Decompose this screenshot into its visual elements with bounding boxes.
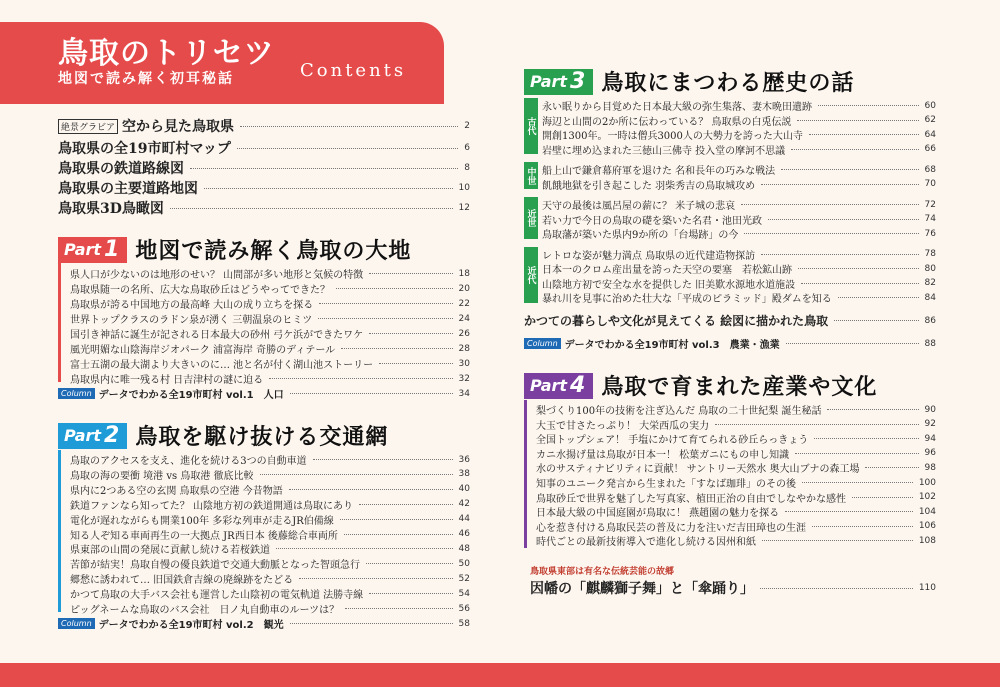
toc-entry[interactable]: 水のサスティナビリティに貢献！ サントリー天然水 奥大山ブナの森工場 98 [536, 462, 936, 476]
toc-entry[interactable]: 県東部の山間の発展に貢献し続ける若桜鉄道 48 [70, 543, 470, 557]
toc-entry[interactable]: 鳥取県の鉄道路線図 8 [58, 161, 470, 177]
toc-entry[interactable]: 鳥取県内に唯一残る村 日吉津村の謎に迫る 32 [70, 373, 470, 386]
toc-entry[interactable]: 鳥取藩が築いた県内9か所の「台場跡」の今 76 [542, 228, 936, 241]
part1-column-entry[interactable]: Column データでわかる全19市町村 vol.1 人口 34 [58, 386, 470, 401]
toc-entry[interactable]: 時代ごとの最新技術導入で進化し続ける因州和紙 108 [536, 535, 936, 549]
toc-entry[interactable]: 県内に2つある空の玄関 鳥取県の空港 今昔物語 40 [70, 484, 470, 497]
part3-title: 鳥取にまつわる歴史の話 [601, 70, 855, 96]
part1-title: 地図で読み解く鳥取の大地 [135, 238, 412, 264]
era-label: 近代 [524, 247, 538, 303]
part3-badge: Part 3 [524, 69, 593, 95]
toc-entry[interactable]: 船上山で鎌倉幕府軍を退けた 名和長年の巧みな戦法 68 [542, 164, 936, 177]
special-label: 鳥取県東部は有名な伝統芸能の故郷 [530, 567, 675, 577]
toc-entry[interactable]: 鳥取の海の要衝 境港 vs 鳥取港 徹底比較 38 [70, 469, 470, 482]
part2-title: 鳥取を駆け抜ける交通網 [135, 424, 389, 450]
part4-badge: Part 4 [524, 373, 593, 399]
part4-title: 鳥取で育まれた産業や文化 [601, 374, 878, 400]
toc-entry[interactable]: 海辺と山間の2か所に伝わっている？ 鳥取県の白兎伝説 62 [542, 115, 936, 128]
toc-entry[interactable]: 国引き神話に誕生が記される日本最大の砂州 弓ケ浜ができたワケ 26 [70, 328, 470, 341]
toc-entry[interactable]: 電化が遅れながらも開業100年 多彩な列車が走るJR伯備線 44 [70, 514, 470, 527]
toc-entry[interactable]: 岩壁に埋め込まれた三徳山三佛寺 投入堂の摩訶不思議 66 [542, 144, 936, 157]
part4-header [524, 370, 877, 401]
toc-entry[interactable]: 知る人ぞ知る車両再生の一大拠点 JR西日本 後藤総合車両所 46 [70, 529, 470, 542]
special-entry[interactable]: 因幡の「麒麟獅子舞」と「傘踊り」 110 [530, 581, 936, 597]
era-label: 近世 [524, 197, 538, 239]
toc-entry[interactable]: 風光明媚な山陰海岸ジオパーク 浦富海岸 奇勝のディテール 28 [70, 343, 470, 356]
toc-entry[interactable]: 開創1300年。一時は僧兵3000人の大勢力を誇った大山寺 64 [542, 129, 936, 142]
toc-entry[interactable]: 知事のユニーク発言から生まれた「すなば珈琲」のその後 100 [536, 477, 936, 490]
part1-badge: Part 1 [58, 237, 127, 263]
toc-entry[interactable]: 鳥取砂丘で世界を魅了した写真家、植田正治の自由でしなやかな感性 102 [536, 492, 936, 505]
toc-entry[interactable]: 鳥取県の主要道路地図 10 [58, 181, 470, 197]
toc-entry[interactable]: 大玉で甘さたっぷり！ 大栄西瓜の実力 92 [536, 419, 936, 432]
toc-entry[interactable]: 苦節が結実！鳥取自慢の優良鉄道で交通大動脈となった智頭急行 50 [70, 558, 470, 572]
toc-entry[interactable]: 若い力で今日の鳥取の礎を築いた名君・池田光政 74 [542, 214, 936, 227]
part2-badge: Part 2 [58, 423, 127, 449]
toc-entry[interactable]: 心を惹き付ける鳥取民芸の普及に力を注いだ吉田璋也の生涯 106 [536, 521, 936, 534]
toc-entry[interactable]: 県人口が少ないのは地形のせい？ 山間部が多い地形と気候の特徴 18 [70, 268, 470, 281]
era-label: 古代 [524, 98, 538, 154]
toc-entry[interactable]: 鉄道ファンなら知ってた？ 山陰地方初の鉄道開通は鳥取にあり 42 [70, 499, 470, 512]
toc-entry[interactable]: レトロな姿が魅力満点 鳥取県の近代建造物探訪 78 [542, 249, 936, 262]
toc-entry[interactable]: 梨づくり100年の技術を注ぎ込んだ 鳥取の二十世紀梨 誕生秘話 90 [536, 404, 936, 417]
part1-rule [58, 262, 61, 382]
toc-entry[interactable]: ピッグネームな鳥取のバス会社 日ノ丸自動車のルーツは？ 56 [70, 603, 470, 616]
toc-entry[interactable]: 暴れ川を見事に治めた壮大な「平成のピラミッド」殿ダムを知る 84 [542, 292, 936, 305]
part1-header [58, 234, 411, 265]
part2-column-entry[interactable]: Column データでわかる全19市町村 vol.2 観光 58 [58, 616, 470, 631]
part2-header [58, 420, 388, 451]
toc-entry[interactable]: カニ水揚げ量は鳥取が日本一！ 松葉ガニにもの申し知識 96 [536, 448, 936, 461]
toc-entry[interactable]: 鳥取県3D鳥瞰図 12 [58, 201, 470, 217]
bottom-band [0, 663, 1000, 687]
page-subtitle: 地図で読み解く初耳秘話 [58, 71, 234, 87]
toc-entry[interactable]: 鳥取のアクセスを支え、進化を続ける3つの自動車道 36 [70, 454, 470, 467]
part3-column-entry[interactable]: Column データでわかる全19市町村 vol.3 農業・漁業 88 [524, 336, 936, 351]
gravure-tag: 絶景グラビア [58, 119, 118, 134]
toc-entry[interactable]: 富士五湖の最大湖より大きいのに… 池と名が付く湖山池ストーリー 30 [70, 358, 470, 371]
toc-entry[interactable]: 天守の最後は風呂屋の薪に？ 米子城の悲哀 72 [542, 199, 936, 212]
toc-entry[interactable]: 全国トップシェア！ 手塩にかけて育てられる砂丘らっきょう 94 [536, 433, 936, 447]
toc-entry[interactable]: 日本一のクロム産出量を誇った天空の要塞 若松鉱山跡 80 [542, 263, 936, 276]
toc-entry[interactable]: 鳥取県が誇る中国地方の最高峰 大山の成り立ちを探る 22 [70, 298, 470, 311]
toc-entry[interactable]: かつて鳥取の大手バス会社も運営した山陰初の電気軌道 法勝寺線 54 [70, 588, 470, 602]
part3-header [524, 66, 854, 97]
part4-rule [524, 400, 527, 548]
toc-entry[interactable]: 鳥取県随一の名所、広大な鳥取砂丘はどうやってできた？ 20 [70, 283, 470, 296]
toc-entry[interactable]: 世界トップクラスのラドン泉が湧く 三朝温泉のヒミツ 24 [70, 313, 470, 326]
toc-entry[interactable]: 絶景グラビア 空から見た鳥取県 2 [58, 116, 470, 136]
toc-entry[interactable]: 郷愁に誘われて… 旧国鉄倉吉線の廃線跡をたどる 52 [70, 573, 470, 587]
toc-entry[interactable]: 日本最大級の中国庭園が鳥取に！ 燕趙園の魅力を探る 104 [536, 506, 936, 520]
toc-entry[interactable]: 飢餓地獄を引き起こした 羽柴秀吉の鳥取城攻め 70 [542, 179, 936, 192]
part3-feature-entry[interactable]: かつての暮らしや文化が見えてくる 絵図に描かれた鳥取 86 [524, 314, 936, 328]
era-label: 中世 [524, 162, 538, 189]
page-title: 鳥取のトリセツ [58, 36, 275, 71]
part2-rule [58, 450, 61, 612]
toc-entry[interactable]: 山陰地方初で安全な水を提供した 旧美歎水源地水道施設 82 [542, 278, 936, 291]
toc-entry[interactable]: 永い眠りから目覚めた日本最大級の弥生集落、妻木晩田遺跡 60 [542, 100, 936, 113]
toc-entry[interactable]: 鳥取県の全19市町村マップ 6 [58, 141, 470, 157]
contents-label: Contents [300, 60, 407, 81]
